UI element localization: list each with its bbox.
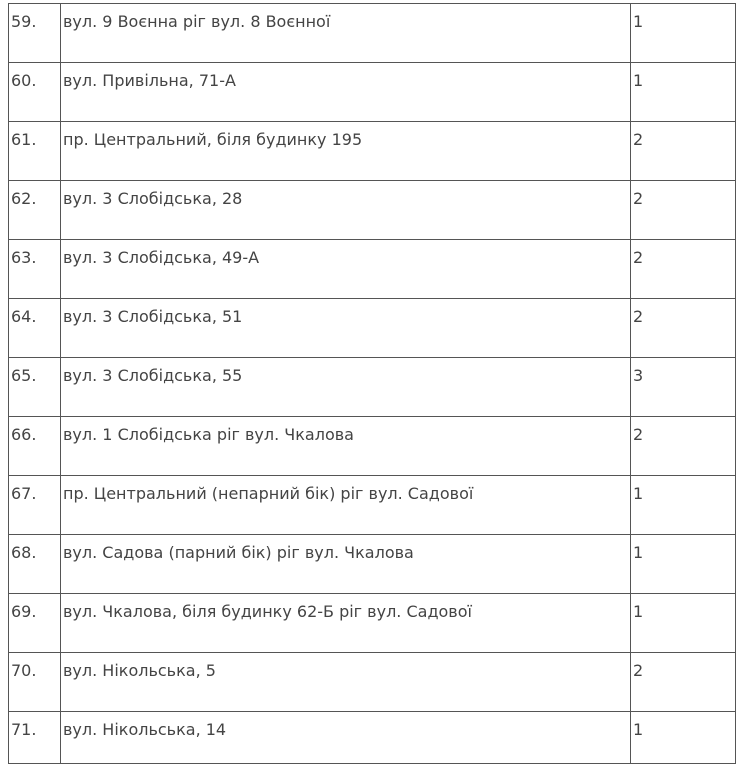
address-cell: вул. Нікольська, 14 — [61, 712, 631, 764]
row-number-cell: 65. — [9, 358, 61, 417]
table-row — [9, 476, 736, 535]
address-cell: вул. 9 Воєнна ріг вул. 8 Воєнної — [61, 4, 631, 63]
count-cell: 1 — [631, 594, 736, 653]
row-number-cell: 60. — [9, 63, 61, 122]
address-cell: вул. Чкалова, біля будинку 62-Б ріг вул. Садової — [61, 594, 631, 653]
table-row — [9, 535, 736, 594]
table-row — [9, 181, 736, 240]
row-number-cell: 63. — [9, 240, 61, 299]
row-number-cell: 70. — [9, 653, 61, 712]
row-number-cell: 68. — [9, 535, 61, 594]
table-body — [9, 4, 736, 764]
table-row — [9, 653, 736, 712]
count-cell: 2 — [631, 122, 736, 181]
address-cell: вул. 3 Слобідська, 55 — [61, 358, 631, 417]
row-number-cell: 67. — [9, 476, 61, 535]
row-number-cell: 71. — [9, 712, 61, 764]
table-row — [9, 240, 736, 299]
count-cell: 2 — [631, 240, 736, 299]
row-number-cell: 69. — [9, 594, 61, 653]
address-cell: пр. Центральний, біля будинку 195 — [61, 122, 631, 181]
address-cell: вул. Нікольська, 5 — [61, 653, 631, 712]
table-row — [9, 594, 736, 653]
table-row — [9, 299, 736, 358]
address-table — [8, 3, 736, 764]
table-row — [9, 358, 736, 417]
count-cell: 1 — [631, 476, 736, 535]
table-row — [9, 122, 736, 181]
count-cell: 3 — [631, 358, 736, 417]
address-cell: вул. 3 Слобідська, 49-А — [61, 240, 631, 299]
count-cell: 2 — [631, 417, 736, 476]
row-number-cell: 62. — [9, 181, 61, 240]
count-cell: 2 — [631, 653, 736, 712]
count-cell: 2 — [631, 299, 736, 358]
table-row — [9, 4, 736, 63]
address-cell: пр. Центральний (непарний бік) ріг вул. Садової — [61, 476, 631, 535]
address-cell: вул. 1 Слобідська ріг вул. Чкалова — [61, 417, 631, 476]
table-row — [9, 417, 736, 476]
table-row — [9, 712, 736, 764]
count-cell: 1 — [631, 63, 736, 122]
address-cell: вул. 3 Слобідська, 28 — [61, 181, 631, 240]
address-cell: вул. 3 Слобідська, 51 — [61, 299, 631, 358]
count-cell: 2 — [631, 181, 736, 240]
address-cell: вул. Садова (парний бік) ріг вул. Чкалова — [61, 535, 631, 594]
address-cell: вул. Привільна, 71-А — [61, 63, 631, 122]
table-row — [9, 63, 736, 122]
count-cell: 1 — [631, 535, 736, 594]
row-number-cell: 59. — [9, 4, 61, 63]
row-number-cell: 64. — [9, 299, 61, 358]
count-cell: 1 — [631, 4, 736, 63]
row-number-cell: 66. — [9, 417, 61, 476]
count-cell: 1 — [631, 712, 736, 764]
row-number-cell: 61. — [9, 122, 61, 181]
